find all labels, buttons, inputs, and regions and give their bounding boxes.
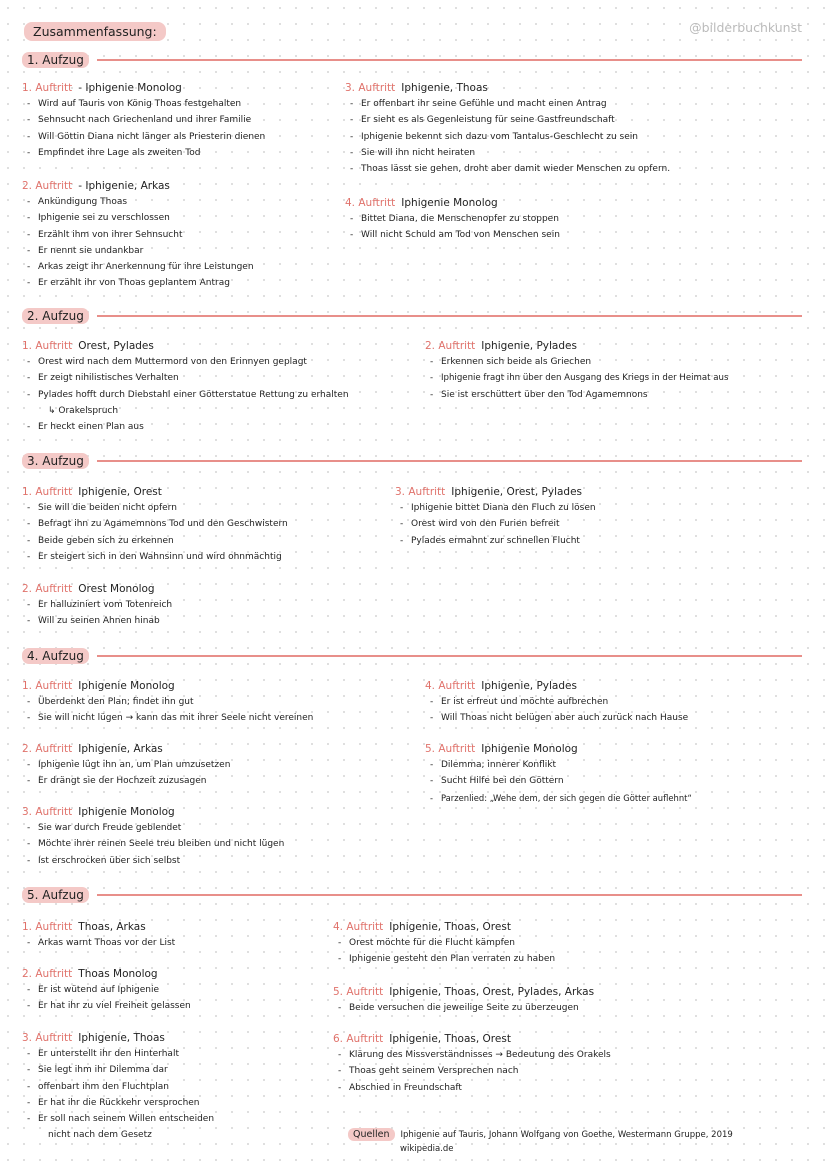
scene-line: - Arkas zeigt ihr Anerkennung für ihre Leistungen xyxy=(22,259,442,275)
source-entry: wikipedia.de xyxy=(400,1144,454,1154)
scene-line: - Er hat ihr die Rückkehr versprochen xyxy=(22,1095,442,1111)
scene xyxy=(333,921,813,968)
scene-lines xyxy=(345,211,765,244)
scene-line: - Iphigenie bekennt sich dazu vom Tantalus-Geschlecht zu sein xyxy=(345,129,805,145)
scene-heading xyxy=(425,340,815,352)
sources xyxy=(348,1128,733,1156)
scene-line: - Wird auf Tauris von König Thoas festgehalten xyxy=(22,96,442,112)
scene-title: Iphigenie Monolog xyxy=(481,743,578,755)
scene-line: - Er erzählt ihr von Thoas geplantem Antrag xyxy=(22,275,442,291)
scene xyxy=(22,486,442,565)
scene-heading xyxy=(333,1033,813,1045)
scene-lines xyxy=(333,1047,813,1096)
scene-line: - Beide geben sich zu erkennen xyxy=(22,533,442,549)
scene-lines xyxy=(345,96,805,177)
act-label: 1. Aufzug xyxy=(22,52,89,68)
scene-line: - Abschied in Freundschaft xyxy=(333,1080,813,1096)
scene xyxy=(22,583,442,630)
source-entry: Iphigenie auf Tauris, Johann Wolfgang von Goethe, Westermann Gruppe, 2019 xyxy=(400,1130,733,1140)
scene-title: Orest Monolog xyxy=(78,583,155,595)
scene-title: Iphigenie, Orest xyxy=(78,486,162,498)
sources-label: Quellen xyxy=(348,1128,395,1141)
scene-title: Iphigenie, Orest, Pylades xyxy=(451,486,583,498)
scene-line: - Orest wird nach dem Muttermord von den Erinnyen geplagt xyxy=(22,354,442,370)
scene-line: - Sie will die beiden nicht opfern xyxy=(22,500,442,516)
scene-lines xyxy=(333,935,813,968)
scene-line: - Er steigert sich in den Wahnsinn und wird ohnmächtig xyxy=(22,549,442,565)
scene-line: - Will zu seinen Ahnen hinab xyxy=(22,613,442,629)
scene-title: - Iphigenie Monolog xyxy=(78,82,182,94)
scene-number: 3. Auftritt xyxy=(22,806,73,818)
scene-number: 4. Auftritt xyxy=(333,921,384,933)
scene-lines xyxy=(425,757,815,806)
scene-heading xyxy=(22,340,442,352)
scene-number: 3. Auftritt xyxy=(345,82,396,94)
scene xyxy=(425,340,815,403)
scene xyxy=(425,680,815,727)
scene-line: - Sie legt ihm ihr Dilemma dar xyxy=(22,1062,442,1078)
scene-lines xyxy=(22,500,442,565)
scene-title: Iphigenie, Thoas, Orest xyxy=(389,921,511,933)
scene-lines xyxy=(395,500,815,549)
scene-number: 5. Auftritt xyxy=(333,986,384,998)
act-label: 3. Aufzug xyxy=(22,453,89,469)
scene-line: - Iphigenie sei zu verschlossen xyxy=(22,210,442,226)
page-title: Zusammenfassung: xyxy=(24,22,166,41)
scene-line: - Er ist wütend auf Iphigenie xyxy=(22,982,442,998)
scene-number: 3. Auftritt xyxy=(22,1032,73,1044)
scene-line: - Sucht Hilfe bei den Göttern xyxy=(425,773,815,789)
scene-title: Iphigenie, Arkas xyxy=(78,743,163,755)
scene-title: Iphigenie Monolog xyxy=(78,680,175,692)
scene-line: ↳ Orakelspruch xyxy=(48,405,119,416)
scene-number: 1. Auftritt xyxy=(22,340,73,352)
act-label: 2. Aufzug xyxy=(22,308,89,324)
scene-number: 1. Auftritt xyxy=(22,486,73,498)
scene-line: nicht nach dem Gesetz xyxy=(48,1130,152,1141)
scene-number: 4. Auftritt xyxy=(345,197,396,209)
scene-line: - Er heckt einen Plan aus xyxy=(22,419,442,435)
scene-line: - Möchte ihrer reinen Seele treu bleiben und nicht lügen xyxy=(22,836,442,852)
scene-heading xyxy=(395,486,815,498)
scene-lines xyxy=(22,694,442,727)
scene-line: - Sie ist erschüttert über den Tod Agamemnons xyxy=(425,387,815,403)
scene-number: 5. Auftritt xyxy=(425,743,476,755)
act-header xyxy=(22,453,802,469)
scene-line: - Befragt ihn zu Agamemnons Tod und den Geschwistern xyxy=(22,516,442,532)
act-label: 5. Aufzug xyxy=(22,887,89,903)
scene-number: 2. Auftritt xyxy=(425,340,476,352)
scene-lines xyxy=(22,354,442,435)
scene-line: - Bittet Diana, die Menschenopfer zu stoppen xyxy=(345,211,765,227)
scene-title: Iphigenie, Thoas xyxy=(78,1032,165,1044)
scene-line: - Iphigenie gesteht den Plan verraten zu haben xyxy=(333,951,813,967)
scene-heading xyxy=(22,180,442,192)
scene-number: 1. Auftritt xyxy=(22,680,73,692)
act-divider xyxy=(97,59,802,61)
act-divider xyxy=(97,894,802,896)
scene-line: - Ankündigung Thoas xyxy=(22,194,442,210)
scene-heading xyxy=(425,743,815,755)
scene xyxy=(22,743,442,790)
scene-number: 2. Auftritt xyxy=(22,180,73,192)
scene-title: Iphigenie Monolog xyxy=(401,197,498,209)
scene-line: - Pylades ermahnt zur schnellen Flucht xyxy=(395,533,815,549)
scene-line: - Thoas lässt sie gehen, droht aber damit wieder Menschen zu opfern. xyxy=(345,161,805,177)
scene-lines xyxy=(22,820,442,869)
scene-number: 6. Auftritt xyxy=(333,1033,384,1045)
scene-line: - Er zeigt nihilistisches Verhalten xyxy=(22,370,442,386)
scene xyxy=(345,82,805,177)
scene-lines xyxy=(22,597,442,630)
scene-heading xyxy=(425,680,815,692)
scene-line: - Überdenkt den Plan; findet ihn gut xyxy=(22,694,442,710)
act-label: 4. Aufzug xyxy=(22,648,89,664)
scene-lines xyxy=(333,1000,813,1016)
scene xyxy=(22,340,442,435)
scene-lines xyxy=(425,354,815,403)
scene-number: 2. Auftritt xyxy=(22,583,73,595)
scene-line: - Iphigenie bittet Diana den Fluch zu lösen xyxy=(395,500,815,516)
scene-title: Iphigenie, Thoas, Orest, Pylades, Arkas xyxy=(389,986,595,998)
scene-lines xyxy=(22,757,442,790)
scene-line: - Will Göttin Diana nicht länger als Priesterin dienen xyxy=(22,129,442,145)
watermark: @bilderbuchkunst xyxy=(689,20,802,35)
scene xyxy=(345,197,765,244)
scene-line: - Klärung des Missverständnisses → Bedeutung des Orakels xyxy=(333,1047,813,1063)
scene-line: - Erzählt ihm von ihrer Sehnsucht xyxy=(22,227,442,243)
scene-heading xyxy=(22,743,442,755)
scene-title: Thoas, Arkas xyxy=(78,921,146,933)
scene-line: - Sehnsucht nach Griechenland und ihrer Familie xyxy=(22,112,442,128)
scene-line: - Arkas warnt Thoas vor der List xyxy=(22,935,442,951)
scene-number: 3. Auftritt xyxy=(395,486,446,498)
scene-line: - Er unterstellt ihr den Hinterhalt xyxy=(22,1046,442,1062)
scene-line: - Beide versuchen die jeweilige Seite zu überzeugen xyxy=(333,1000,813,1016)
scene-title: Iphigenie, Thoas xyxy=(401,82,488,94)
scene-line: - offenbart ihm den Fluchtplan xyxy=(22,1079,442,1095)
scene-title: Orest, Pylades xyxy=(78,340,154,352)
scene xyxy=(333,1033,813,1096)
scene-line: - Orest möchte für die Flucht kämpfen xyxy=(333,935,813,951)
scene-line: - Er nennt sie undankbar xyxy=(22,243,442,259)
scene-title: Iphigenie, Pylades xyxy=(481,340,577,352)
act-header xyxy=(22,308,802,324)
scene-heading xyxy=(22,583,442,595)
scene-heading xyxy=(22,680,442,692)
act-divider xyxy=(97,655,802,657)
scene xyxy=(333,986,813,1016)
scene-line: - Will Thoas nicht belügen aber auch zurück nach Hause xyxy=(425,710,815,726)
scene-line: - Er soll nach seinem Willen entscheiden xyxy=(22,1111,442,1127)
scene-line: - Erkennen sich beide als Griechen xyxy=(425,354,815,370)
scene-line: - Empfindet ihre Lage als zweiten Tod xyxy=(22,145,442,161)
scene-line: - Er hat ihr zu viel Freiheit gelassen xyxy=(22,998,442,1014)
scene-line: - Iphigenie lügt ihn an, um Plan umzusetzen xyxy=(22,757,442,773)
scene-heading xyxy=(333,986,813,998)
scene-heading xyxy=(22,486,442,498)
act-divider xyxy=(97,315,802,317)
scene-number: 1. Auftritt xyxy=(22,82,73,94)
scene xyxy=(22,680,442,727)
scene-number: 4. Auftritt xyxy=(425,680,476,692)
act-header xyxy=(22,648,802,664)
scene-line: - Er drängt sie der Hochzeit zuzusagen xyxy=(22,773,442,789)
scene-line: - Ist erschrocken über sich selbst xyxy=(22,853,442,869)
act-divider xyxy=(97,460,802,462)
scene-heading xyxy=(333,921,813,933)
scene-line: - Sie war durch Freude geblendet xyxy=(22,820,442,836)
scene-number: 2. Auftritt xyxy=(22,743,73,755)
scene-title: Thoas Monolog xyxy=(78,968,158,980)
scene-title: Iphigenie, Pylades xyxy=(481,680,577,692)
scene xyxy=(425,743,815,806)
scene-line: - Orest wird von den Furien befreit xyxy=(395,516,815,532)
scene xyxy=(22,806,442,869)
scene-title: - Iphigenie, Arkas xyxy=(78,180,170,192)
scene-line: - Er halluziniert vom Totenreich xyxy=(22,597,442,613)
scene-line: - Dilemma; innerer Konflikt xyxy=(425,757,815,773)
act-header xyxy=(22,52,802,68)
scene-line: - Sie will ihn nicht heiraten xyxy=(345,145,805,161)
scene-line: - Er sieht es als Gegenleistung für seine Gastfreundschaft xyxy=(345,112,805,128)
scene-title: Iphigenie Monolog xyxy=(78,806,175,818)
scene-line: - Sie will nicht lügen → kann das mit ihrer Seele nicht vereinen xyxy=(22,710,442,726)
scene-heading xyxy=(22,806,442,818)
scene-title: Iphigenie, Thoas, Orest xyxy=(389,1033,511,1045)
scene-line: - Pylades hofft durch Diebstahl einer Götterstatue Rettung zu erhalten xyxy=(22,387,442,403)
scene xyxy=(395,486,815,549)
scene-number: 2. Auftritt xyxy=(22,968,73,980)
scene-heading xyxy=(345,197,765,209)
scene-line: - Thoas geht seinem Versprechen nach xyxy=(333,1063,813,1079)
scene-line: - Er offenbart ihr seine Gefühle und macht einen Antrag xyxy=(345,96,805,112)
scene-line: - Will nicht Schuld am Tod von Menschen sein xyxy=(345,227,765,243)
scene-heading xyxy=(345,82,805,94)
scene-lines xyxy=(425,694,815,727)
scene-line: - Er ist erfreut und möchte aufbrechen xyxy=(425,694,815,710)
scene-heading xyxy=(22,968,442,980)
scene-line: - Iphigenie fragt ihn über den Ausgang des Kriegs in der Heimat aus xyxy=(425,370,815,386)
scene-number: 1. Auftritt xyxy=(22,921,73,933)
act-header xyxy=(22,887,802,903)
scene-line: - Parzenlied: „Wehe dem, der sich gegen die Götter auflehnt“ xyxy=(425,790,815,806)
